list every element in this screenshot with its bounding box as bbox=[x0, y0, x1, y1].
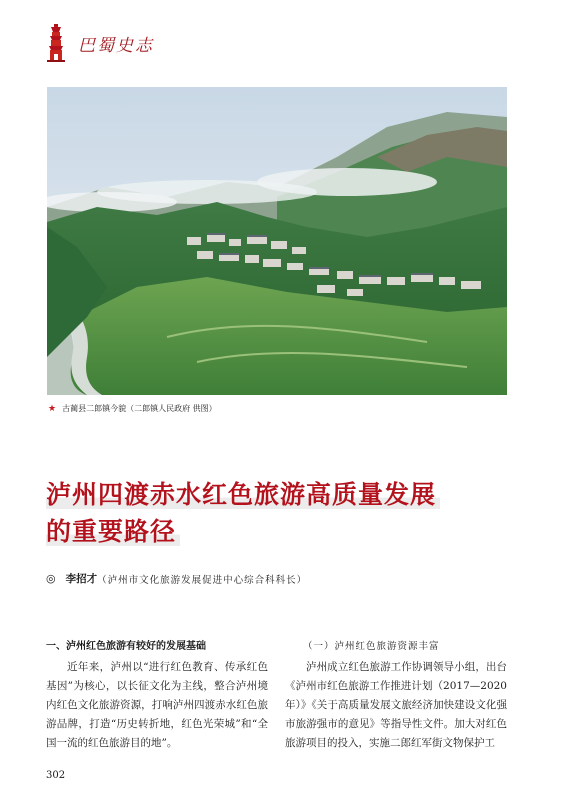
section-heading: 一、泸州红色旅游有较好的发展基础 bbox=[46, 641, 206, 652]
right-paragraph: 泸州成立红色旅游工作协调领导小组，出台《泸州市红色旅游工作推进计划（2017—2020年）》《关于高质量发展文旅经济加快建设文化强市旅游强市的意见》等指导性文件。加大对红色旅游项目的投入，实施二郎红军街文物保护工 bbox=[285, 661, 507, 749]
caption-text: 古蔺县二郎镇今貌（二郎镇人民政府 供图） bbox=[62, 404, 217, 413]
photo-caption bbox=[48, 403, 217, 414]
subsection-heading: （一）泸州红色旅游资源丰富 bbox=[303, 641, 440, 652]
author-affiliation: （泸州市文化旅游发展促进中心综合科科长） bbox=[97, 574, 308, 586]
town-photo bbox=[47, 87, 507, 395]
title-line-2: 的重要路径 bbox=[46, 517, 180, 546]
left-paragraph: 近年来，泸州以“进行红色教育、传承红色基因”为核心，以长征文化为主线，整合泸州境内红色文化旅游资源，打响泸州四渡赤水红色旅游品牌，打造“历史转折地，红色光荣城”和“全国一流的红色旅游目的地”。 bbox=[46, 661, 268, 749]
author-name: 李招才 bbox=[65, 573, 98, 585]
author-mark-icon: ◎ bbox=[46, 572, 56, 585]
tower-icon bbox=[46, 24, 66, 62]
left-column bbox=[46, 637, 268, 753]
page-number: 302 bbox=[46, 770, 66, 781]
article-title bbox=[46, 476, 516, 550]
brand-name: 巴蜀史志 bbox=[78, 35, 154, 56]
brand-header bbox=[46, 22, 154, 64]
star-icon: ★ bbox=[48, 403, 57, 414]
title-line-1: 泸州四渡赤水红色旅游高质量发展 bbox=[46, 480, 440, 509]
author-line bbox=[46, 571, 307, 586]
right-column bbox=[285, 637, 507, 753]
